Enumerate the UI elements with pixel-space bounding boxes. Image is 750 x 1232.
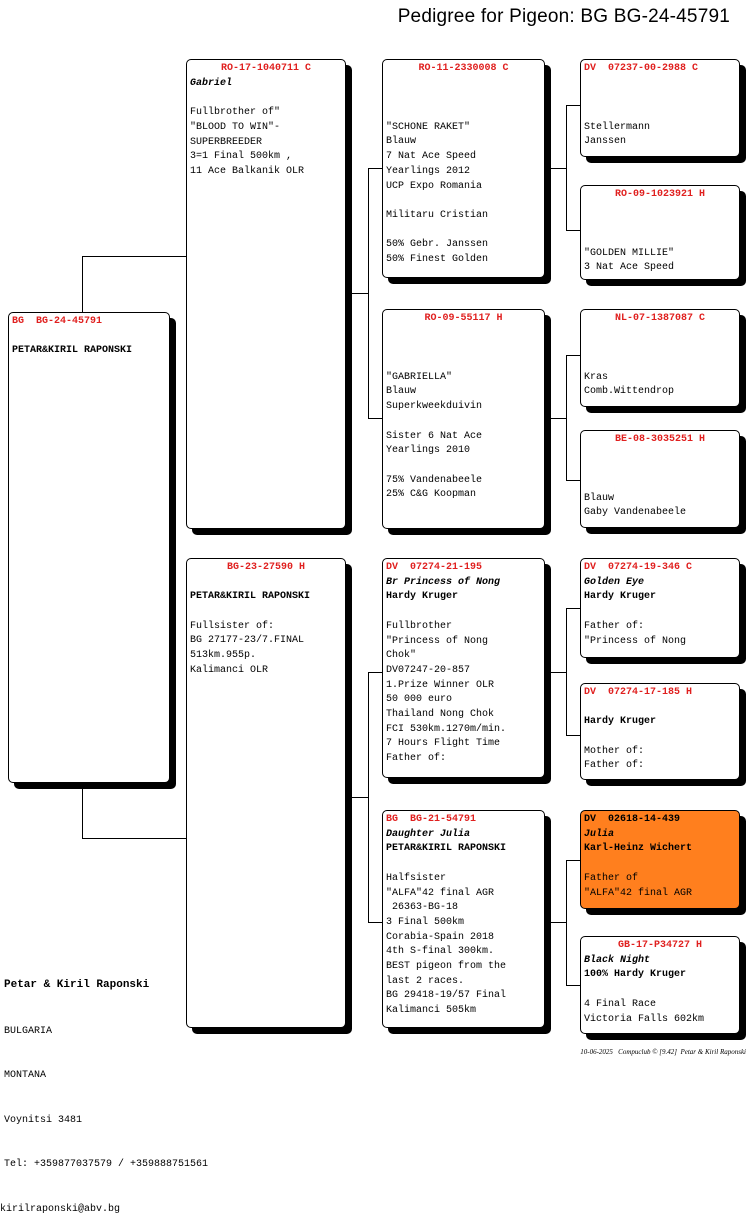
connector-line xyxy=(368,672,383,673)
connector-line xyxy=(346,293,369,294)
info-line: "ALFA"42 final AGR xyxy=(584,887,693,899)
info-line: 4th S-final 300km. xyxy=(386,946,495,958)
ring-number: BG BG-24-45791 xyxy=(12,316,103,327)
connector-line xyxy=(545,672,567,673)
info-line xyxy=(584,448,736,463)
info-line: 7 Hours Flight Time xyxy=(386,738,501,750)
connector-line xyxy=(545,168,567,169)
info-line xyxy=(584,217,736,232)
subject-card[interactable] xyxy=(8,312,170,783)
pigeon-name: Br Princess of Nong xyxy=(386,576,501,588)
info-line: Father of: xyxy=(584,760,645,772)
info-line xyxy=(386,106,541,121)
dsd-card[interactable] xyxy=(580,683,740,780)
pigeon-name: Black Night xyxy=(584,954,651,966)
info-line xyxy=(190,91,342,106)
info-line: UCP Expo Romania xyxy=(386,180,483,192)
connector-line xyxy=(368,168,383,169)
connector-line xyxy=(368,922,383,923)
info-line xyxy=(386,77,541,92)
info-line: Blauw xyxy=(386,386,417,398)
info-line: last 2 races. xyxy=(386,975,465,987)
info-line: Gaby Vandenabeele xyxy=(584,507,687,519)
info-line: Thailand Nong Chok xyxy=(386,709,495,721)
info-line: Corabia-Spain 2018 xyxy=(386,931,495,943)
info-line: Militaru Cristian xyxy=(386,209,489,221)
info-line: "Princess of Nong xyxy=(386,635,489,647)
page-title: Pedigree for Pigeon: BG BG-24-45791 xyxy=(397,6,730,27)
ring-number: BG-23-27590 H xyxy=(226,562,305,573)
info-line: 50 000 euro xyxy=(386,694,453,706)
ring-number: DV 07274-17-185 H xyxy=(584,687,693,698)
info-line xyxy=(386,327,541,342)
info-line: Comb.Wittendrop xyxy=(584,386,675,398)
info-line: Father of xyxy=(584,872,639,884)
info-line: "ALFA"42 final AGR xyxy=(386,887,495,899)
ring-number: BE-08-3035251 H xyxy=(614,434,705,445)
info-line: Kras xyxy=(584,371,609,383)
sdd-card[interactable] xyxy=(580,430,740,528)
connector-line xyxy=(368,418,383,419)
owner-name: Petar & Kiril Raponski xyxy=(4,978,150,991)
info-line: Kalimanci 505km xyxy=(386,1005,477,1017)
info-line: "SCHONE RAKET" xyxy=(386,121,471,133)
sire-card[interactable] xyxy=(186,59,346,529)
info-line: Father of: xyxy=(584,620,645,632)
info-line: Yearlings 2012 xyxy=(386,165,471,177)
info-line: 75% Vandenabeele xyxy=(386,474,483,486)
info-line: Karl-Heinz Wichert xyxy=(584,843,693,855)
info-line: 26363-BG-18 xyxy=(386,902,459,914)
info-line: BG 29418-19/57 Final xyxy=(386,990,507,1002)
ring-number: RO-17-1040711 C xyxy=(220,63,311,74)
pigeon-name: Daughter Julia xyxy=(386,828,471,840)
info-line: Janssen xyxy=(584,136,627,148)
connector-line xyxy=(82,256,83,314)
info-line: "BLOOD TO WIN"- xyxy=(190,121,281,133)
info-line: BG 27177-23/7.FINAL xyxy=(190,635,305,647)
connector-line xyxy=(82,783,83,838)
info-line: Stellermann xyxy=(584,121,651,133)
info-line: 3 Nat Ace Speed xyxy=(584,262,675,274)
info-line xyxy=(386,194,541,209)
owner-email[interactable]: kirilraponski@abv.bg xyxy=(0,1203,121,1215)
info-line xyxy=(584,605,736,620)
info-line: Sister 6 Nat Ace xyxy=(386,430,483,442)
info-line: Mother of: xyxy=(584,745,645,757)
sss-card[interactable] xyxy=(580,59,740,157)
info-line xyxy=(190,605,342,620)
dss-card[interactable] xyxy=(580,558,740,658)
info-line xyxy=(584,857,736,872)
connector-line xyxy=(545,922,567,923)
info-line: Hardy Kruger xyxy=(584,591,657,603)
info-line: PETAR&KIRIL RAPONSKI xyxy=(190,591,311,603)
info-line xyxy=(584,232,736,247)
info-line: PETAR&KIRIL RAPONSKI xyxy=(386,843,507,855)
dds-card[interactable] xyxy=(580,810,740,909)
info-line xyxy=(584,203,736,218)
dam-dam-card[interactable] xyxy=(382,810,545,1028)
info-line: FCI 530km.1270m/min. xyxy=(386,723,507,735)
info-line xyxy=(386,857,541,872)
info-line: Fullsister of: xyxy=(190,620,275,632)
info-line xyxy=(386,356,541,371)
pigeon-name: Julia xyxy=(584,828,615,840)
info-line: Hardy Kruger xyxy=(584,716,657,728)
dam-card[interactable] xyxy=(186,558,346,1028)
pigeon-name: Golden Eye xyxy=(584,576,645,588)
info-line: 4 Final Race xyxy=(584,998,657,1010)
ring-number: NL-07-1387087 C xyxy=(614,313,705,324)
info-line: 11 Ace Balkanik OLR xyxy=(190,165,305,177)
info-line: Fullbrother of" xyxy=(190,107,281,119)
info-line: "Princess of Nong xyxy=(584,635,687,647)
info-line xyxy=(584,701,736,716)
info-line: Blauw xyxy=(386,136,417,148)
ring-number: RO-09-55117 H xyxy=(424,313,503,324)
info-line xyxy=(190,576,342,591)
ssd-card[interactable] xyxy=(580,185,740,280)
info-line xyxy=(584,462,736,477)
owner-region: MONTANA xyxy=(4,1070,47,1082)
connector-line xyxy=(545,418,567,419)
ring-number: DV 07274-21-195 xyxy=(386,562,483,573)
info-line: 25% C&G Koopman xyxy=(386,489,477,501)
owner-phone: Tel: +359877037579 / +359888751561 xyxy=(4,1159,209,1171)
sire-sire-card[interactable] xyxy=(382,59,545,278)
ring-number: BG BG-21-54791 xyxy=(386,814,477,825)
owner-country: BULGARIA xyxy=(4,1025,53,1037)
ddd-card[interactable] xyxy=(580,936,740,1034)
info-line xyxy=(386,91,541,106)
info-line: "GABRIELLA" xyxy=(386,371,453,383)
info-line xyxy=(584,341,736,356)
info-line: SUPERBREEDER xyxy=(190,136,263,148)
info-line xyxy=(584,77,736,92)
info-line: Hardy Kruger xyxy=(386,591,459,603)
sds-card[interactable] xyxy=(580,309,740,407)
ring-number: RO-11-2330008 C xyxy=(418,63,509,74)
info-line xyxy=(584,356,736,371)
info-line xyxy=(12,330,166,345)
ring-number: GB-17-P34727 H xyxy=(617,940,702,951)
info-line: Blauw xyxy=(584,492,615,504)
info-line xyxy=(386,459,541,474)
info-line: DV07247-20-857 xyxy=(386,664,471,676)
connector-line xyxy=(346,797,369,798)
info-line xyxy=(386,415,541,430)
connector-line xyxy=(82,838,187,839)
sire-dam-card[interactable] xyxy=(382,309,545,529)
info-line: BEST pigeon from the xyxy=(386,961,507,973)
info-line: 100% Hardy Kruger xyxy=(584,969,687,981)
owner-block xyxy=(0,948,209,1232)
info-line: 3=1 Final 500km , xyxy=(190,151,293,163)
info-line: Superkweekduivin xyxy=(386,401,483,413)
info-line: 50% Gebr. Janssen xyxy=(386,239,489,251)
info-line xyxy=(386,341,541,356)
info-line: PETAR&KIRIL RAPONSKI xyxy=(12,345,133,357)
info-line: 50% Finest Golden xyxy=(386,254,489,266)
ring-number: DV 07274-19-346 C xyxy=(584,562,693,573)
info-line: 1.Prize Winner OLR xyxy=(386,679,495,691)
info-line: Fullbrother xyxy=(386,620,453,632)
info-line: Father of: xyxy=(386,753,447,765)
info-line: 3 Final 500km xyxy=(386,916,465,928)
owner-address: Voynitsi 3481 xyxy=(4,1114,83,1126)
info-line: Chok" xyxy=(386,650,417,662)
info-line xyxy=(584,477,736,492)
info-line: Halfsister xyxy=(386,872,447,884)
ring-number: DV 02618-14-439 xyxy=(584,814,681,825)
footer-credit: 10-06-2025 Compuclub © [9.42] Petar & Kiril Raponski xyxy=(580,1048,746,1056)
info-line: "GOLDEN MILLIE" xyxy=(584,247,675,259)
connector-line xyxy=(82,256,187,257)
info-line: 513km.955p. xyxy=(190,650,257,662)
pigeon-name: Gabriel xyxy=(190,77,233,89)
info-line: 7 Nat Ace Speed xyxy=(386,151,477,163)
ring-number: RO-09-1023921 H xyxy=(614,189,705,200)
info-line xyxy=(584,983,736,998)
info-line xyxy=(386,224,541,239)
ring-number: DV 07237-00-2988 C xyxy=(584,63,699,74)
dam-sire-card[interactable] xyxy=(382,558,545,778)
info-line xyxy=(584,106,736,121)
info-line xyxy=(584,730,736,745)
info-line: Victoria Falls 602km xyxy=(584,1013,705,1025)
info-line: Kalimanci OLR xyxy=(190,664,269,676)
info-line xyxy=(386,605,541,620)
info-line: Yearlings 2010 xyxy=(386,445,471,457)
info-line xyxy=(584,327,736,342)
info-line xyxy=(584,91,736,106)
